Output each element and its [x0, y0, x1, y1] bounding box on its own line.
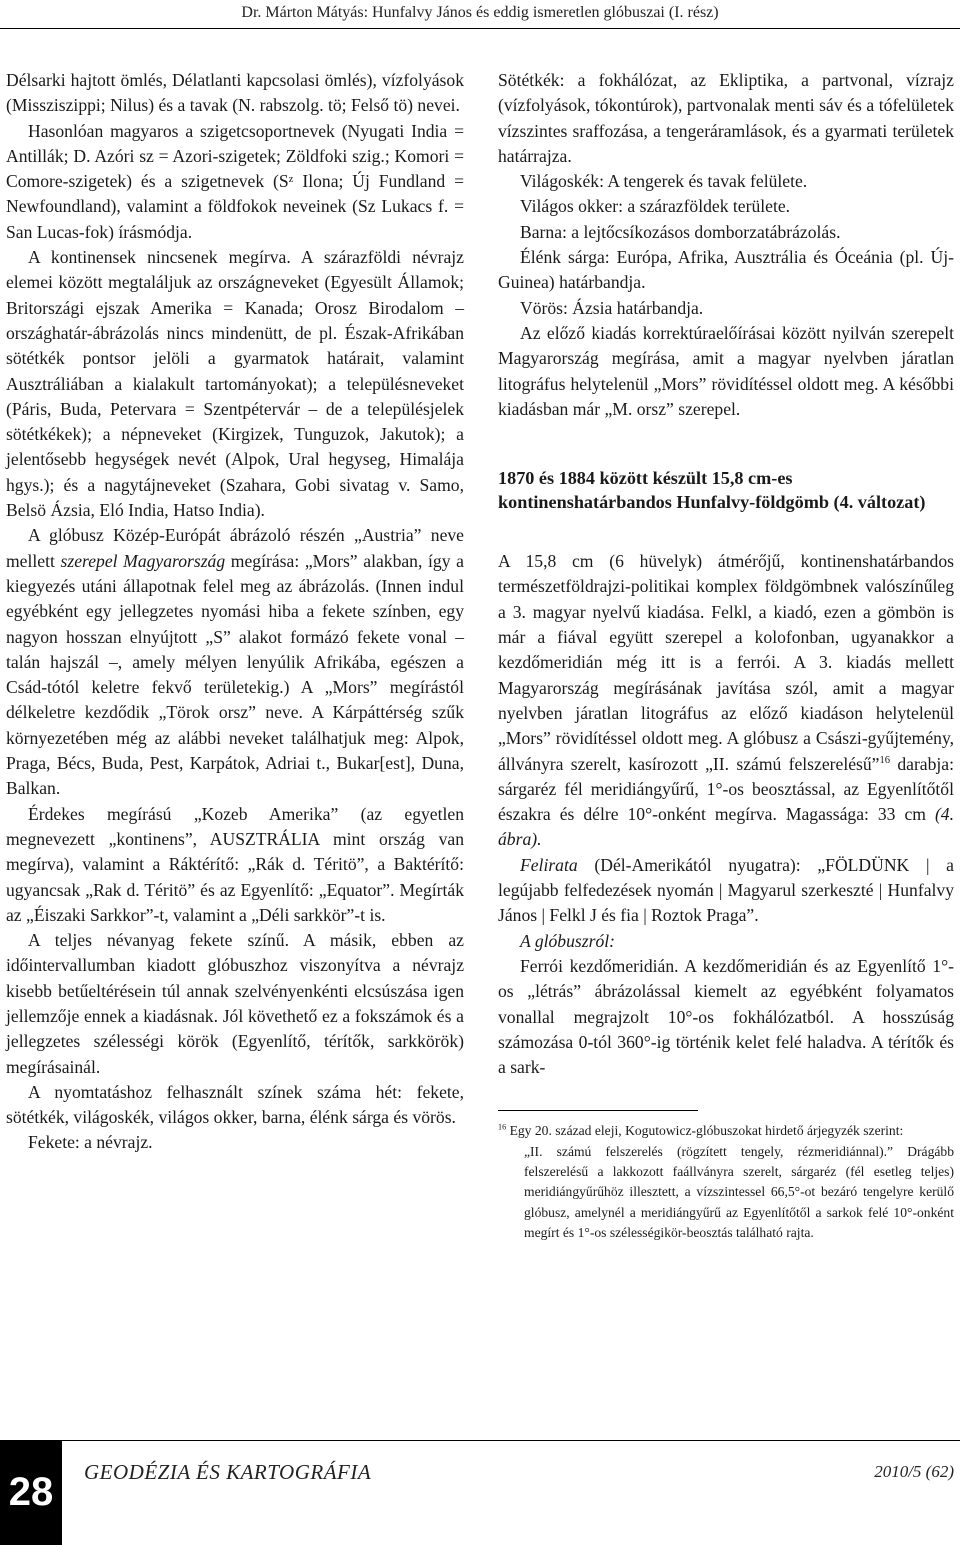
footnote-line — [498, 1121, 954, 1141]
paragraph: Az előző kiadás korrektúraelőírásai között nyilván szerepelt Magyarország megírása, amit a magyar nyelvben járatlan litográfus helytelenül „Mors” rövidítéssel oldott meg. A későbbi kiadásban már „M. orsz” szerepel. — [498, 322, 954, 419]
paragraph-with-italic: A glóbusz Közép-Európát ábrázoló részén „Austria” neve mellett szerepel Magyarország megírása: „Mors” alakban, így a kiegyezés utáni állapotnak felel meg az ábrázolás. (Innen indul egyébként egy jellegzetes nyomási hiba a fekete színben, egy nagyon hosszan elnyújtott „S” alakot formázó fekete vonal – talán hajszál –, amely mélyen lenyúlik Afrikába, egészen a Csád-tótól keletre fekvő területekig.) A „Mors” megírástól délkeletre kezdődik „Törok orsz” neve. A Kárpáttérség szűk környezetében még az alábbi neveket találhatjuk meg: Alpok, Praga, Bécs, Buda, Pest, Karpátok, Adriai t., Bukar[est], Duna, Balkan. — [6, 525, 464, 799]
footnote-text: Egy 20. század eleji, Kogutowicz-glóbuszokat hirdető árjegyzék szerint: — [509, 1123, 904, 1139]
paragraph: Fekete: a névrajz. — [28, 1132, 153, 1153]
globusz-label: A glóbuszról: — [520, 930, 615, 951]
page-number: 28 — [0, 1440, 62, 1545]
footnote-reference[interactable]: 16 — [879, 754, 891, 766]
paragraph — [498, 853, 954, 929]
footnote-number: 16 — [498, 1122, 507, 1132]
paragraph — [498, 929, 954, 954]
paragraph: Világos okker: a szárazföldek területe. — [520, 196, 791, 217]
section-heading: 1870 és 1884 között készült 15,8 cm-es kontinenshatárbandos Hunfalvy-földgömb (4. változat) — [498, 468, 926, 513]
paragraph: Élénk sárga: Európa, Afrika, Ausztrália és Óceánia (pl. Új-Guinea) határbandja. — [498, 247, 954, 293]
paragraph: A nyomtatáshoz felhasznált színek száma hét: fekete, sötétkék, világoskék, világos okker, barna, élénk sárga és vörös. — [6, 1081, 464, 1128]
paragraph: Érdekes megírású „Kozeb Amerika” (az egyetlen megnevezett „kontinens”, AUSZTRÁLIA mint ország van megírva), valamint a Ráktérítő: „Rák d. Téritö”, a Baktérítő: ugyancsak „Rak d. Téritö” és az Egyenlítő: „Equator”. Megírták az „Éiszaki Sarkkor”-t, valamint a „Déli sarkkör”-t is. — [6, 803, 464, 925]
italic-phrase: szerepel Magyarország — [60, 550, 226, 571]
footnote-line: „II. számú felszerelés (rögzített tengely, rézmeridiánnal).” Drágább felszerelésű a lakkozott faállványra szerelt, sárgaréz (fél esetleg teljes) meridiángyűrűhöz illesztett, a vízszintessel 66,5°-ot bezáró tengelyre kerülő glóbusz, amelynél a meridiángyűrű az Egyenlítőtől a sarkok felé 10°-onként megírt és 1°-os szélességikör-beosztás található rajta. — [524, 1143, 954, 1240]
paragraph: Vörös: Ázsia határbandja. — [520, 297, 704, 318]
journal-title: GEODÉZIA ÉS KARTOGRÁFIA — [84, 1460, 372, 1484]
header-rule — [0, 28, 960, 29]
paragraph: Délsarki hajtott ömlés, Délatlanti kapcsolasi ömlés), vízfolyások (Missziszippi; Nilus) és a tavak (N. rabszolg. tö; Felső tö) nevei. — [6, 70, 464, 116]
paragraph: Ferrói kezdőmeridián. A kezdőmeridián és az Egyenlítő 1°-os „létrás” ábrázolással kiemelt az egyébként folyamatos vonallal megrajzolt 10°-os fokhálózatból. A hosszúság számozása 0-tól 360°-ig történik kelet felé haladva. A térítők és a sark- — [498, 955, 954, 1078]
right-column — [498, 68, 954, 1243]
footnote — [498, 1121, 954, 1243]
paragraph-text: A 15,8 cm (6 hüvelyk) átmérőjű, kontinenshatárbandos természetföldrajzi-politikai komplex földgömbnek valószínűleg a 3. magyar nyelvű kiadása. Felkl, a kiadó, ezen a gömbön is már a fiával együtt szerepel a kolofonban, ugyanakkor a kezdőmeridián még itt is a ferrói. A 3. kiadás mellett Magyarország megírásának javítása szól, amit a magyar nyelvben járatlan litográfus az előző kiadáson helytelenül „Mors” rövidítéssel oldott meg. A glóbusz a Császi-gyűjtemény, állványra szerelt, kasírozott „II. számú felszerelésű” — [498, 551, 954, 774]
felirata-text: (Dél-Amerikától nyugatra): „FÖLDÜNK | a legújabb felfedezések nyomán | Magyarul szerkeszté | Hunfalvy János | Felkl J és fia | Roztok Praga”. — [498, 854, 954, 926]
footer-rule — [0, 1440, 960, 1441]
issue-number: 2010/5 (62) — [874, 1462, 954, 1481]
paragraph: Barna: a lejtőcsíkozásos domborzatábrázolás. — [520, 221, 841, 242]
paragraph: Világoskék: A tengerek és tavak felülete. — [520, 171, 808, 192]
paragraph-text: darabja: sárgaréz fél meridiángyűrű, 1°-os beosztással, az Egyenlítőtől északra és délre 10°-onként megírva. Magassága: 33 cm — [498, 753, 954, 825]
paragraph: Sötétkék: a fokhálózat, az Ekliptika, a partvonal, vízrajz (vízfolyások, tókontúrok), partvonalak menti sáv és a tófelületek vízszintes sraffozása, a tengeráramlások, és a gyarmati területek határrajza. — [498, 70, 954, 166]
left-column — [6, 68, 464, 1156]
figure-reference: (4. ábra). — [498, 804, 954, 850]
running-header: Dr. Márton Mátyás: Hunfalvy János és eddig ismeretlen glóbuszai (I. rész) — [241, 4, 719, 21]
footnote-rule — [498, 1110, 698, 1111]
paragraph — [498, 549, 954, 853]
paragraph: A teljes névanyag fekete színű. A másik, ebben az időintervallumban kiadott glóbuszhoz viszonyítva a névrajz kisebb betűeltérésein túl annak szelvényenkénti elcsúszása igen jellemzője ennek a kiadásnak. Jól követhető ez a fokszámok és a jellegzetes szélességi körök (Egyenlítő, térítők, sarkkörök) megírásainál. — [6, 930, 464, 1077]
paragraph: Hasonlóan magyaros a szigetcsoportnevek (Nyugati India = Antillák; D. Azóri sz = Azori-szigetek; Zöldfoki szig.; Komori = Comore-szigetek) és a szigetnevek (Sᶻ Ilona; Új Fundland = Newfoundland), valamint a földfokok neveinek (Sz Lukacs f. = San Lucas-fok) írásmódja. — [6, 120, 464, 242]
felirata-label: Felirata — [520, 854, 578, 875]
paragraph: A kontinensek nincsenek megírva. A szárazföldi névrajz elemei között megtaláljuk az országneveket (Egyesült Államok; Britországi ejszak Amerika = Kanada; Orosz Birodalom –országhatár-ábrázolás nincs mindenütt, de pl. Észak-Afrikában sötétkék pontsor jelöli a gyarmatok határait, valamint Ausztráliában a kialakult tartományokat); a településneveket (Páris, Buda, Petervara = Szentpétervár – de a településjelek sötétkékek); a népneveket (Kirgizek, Tunguzok, Jakutok); a jelentősebb hegységek nevét (Alpok, Ural hegyseg, Himalája hgys.); és a nagytájneveket (Szahara, Gobi sivatag v. Samo, Belsö Ázsia, Eló India, Hatso India). — [6, 247, 464, 521]
